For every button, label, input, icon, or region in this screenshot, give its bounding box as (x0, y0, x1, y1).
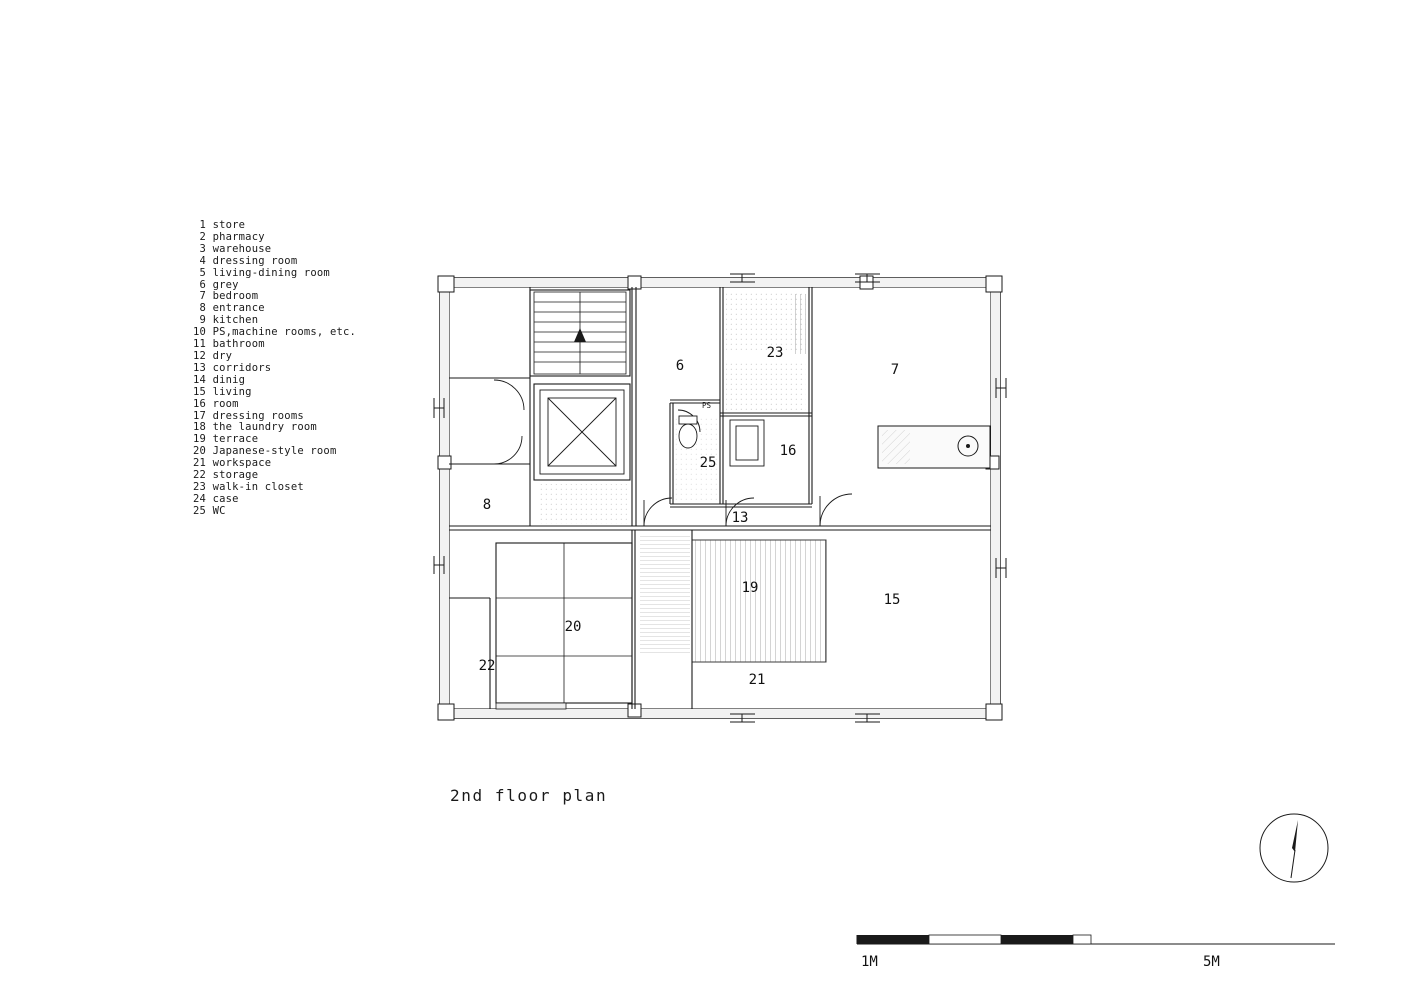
legend-item-9: 9 kitchen (193, 314, 259, 327)
legend-item-5: 5 living-dining room (193, 266, 330, 279)
room-number-8: 8 (482, 497, 492, 513)
legend-item-16: 16 room (193, 397, 239, 410)
legend-item-6: 6 grey (193, 278, 239, 291)
legend-item-21: 21 workspace (193, 457, 272, 470)
legend-item-14: 14 dinig (193, 373, 246, 386)
legend-item-13: 13 corridors (193, 361, 272, 374)
room-number-15: 15 (883, 592, 901, 608)
legend-item-2: 2 pharmacy (193, 230, 265, 243)
room-number-13: 13 (731, 510, 749, 526)
legend-item-17: 17 dressing rooms (193, 409, 304, 422)
room-number-16: 16 (779, 443, 797, 459)
floor-plan-drawing (430, 268, 1010, 723)
legend-item-25: 25 WC (193, 504, 226, 517)
room-number-6: 6 (675, 358, 685, 374)
page-title: 2nd floor plan (450, 786, 608, 805)
legend-item-23: 23 walk-in closet (193, 480, 304, 493)
room-number-22: 22 (478, 658, 496, 674)
room-number-7: 7 (890, 362, 900, 378)
room-number-20: 20 (564, 619, 582, 635)
legend-item-19: 19 terrace (193, 433, 259, 446)
legend-item-15: 15 living (193, 385, 252, 398)
legend-item-8: 8 entrance (193, 302, 265, 315)
room-number-21: 21 (748, 672, 766, 688)
legend-item-7: 7 bedroom (193, 290, 259, 303)
floor-plan-svg (430, 268, 1010, 723)
legend-item-24: 24 case (193, 492, 239, 505)
legend-item-10: 10 PS,machine rooms, etc. (193, 326, 357, 339)
scale-label-5m: 5M (1203, 954, 1220, 970)
room-number-19: 19 (741, 580, 759, 596)
north-arrow-icon (1258, 812, 1330, 884)
legend-item-3: 3 warehouse (193, 242, 272, 255)
legend-item-4: 4 dressing room (193, 254, 298, 267)
room-number-23: 23 (766, 345, 784, 361)
legend-item-11: 11 bathroom (193, 338, 265, 351)
legend-list (193, 220, 453, 518)
legend-item-22: 22 storage (193, 469, 259, 482)
legend-item-1: 1 store (193, 219, 246, 231)
legend-item-12: 12 dry (193, 349, 233, 362)
scale-label-1m: 1M (861, 954, 878, 970)
scale-bar (855, 930, 1337, 980)
room-number-25: 25 (699, 455, 717, 471)
legend-item-18: 18 the laundry room (193, 421, 317, 434)
ps-label: PS (702, 401, 712, 410)
legend-item-20: 20 Japanese-style room (193, 445, 337, 458)
